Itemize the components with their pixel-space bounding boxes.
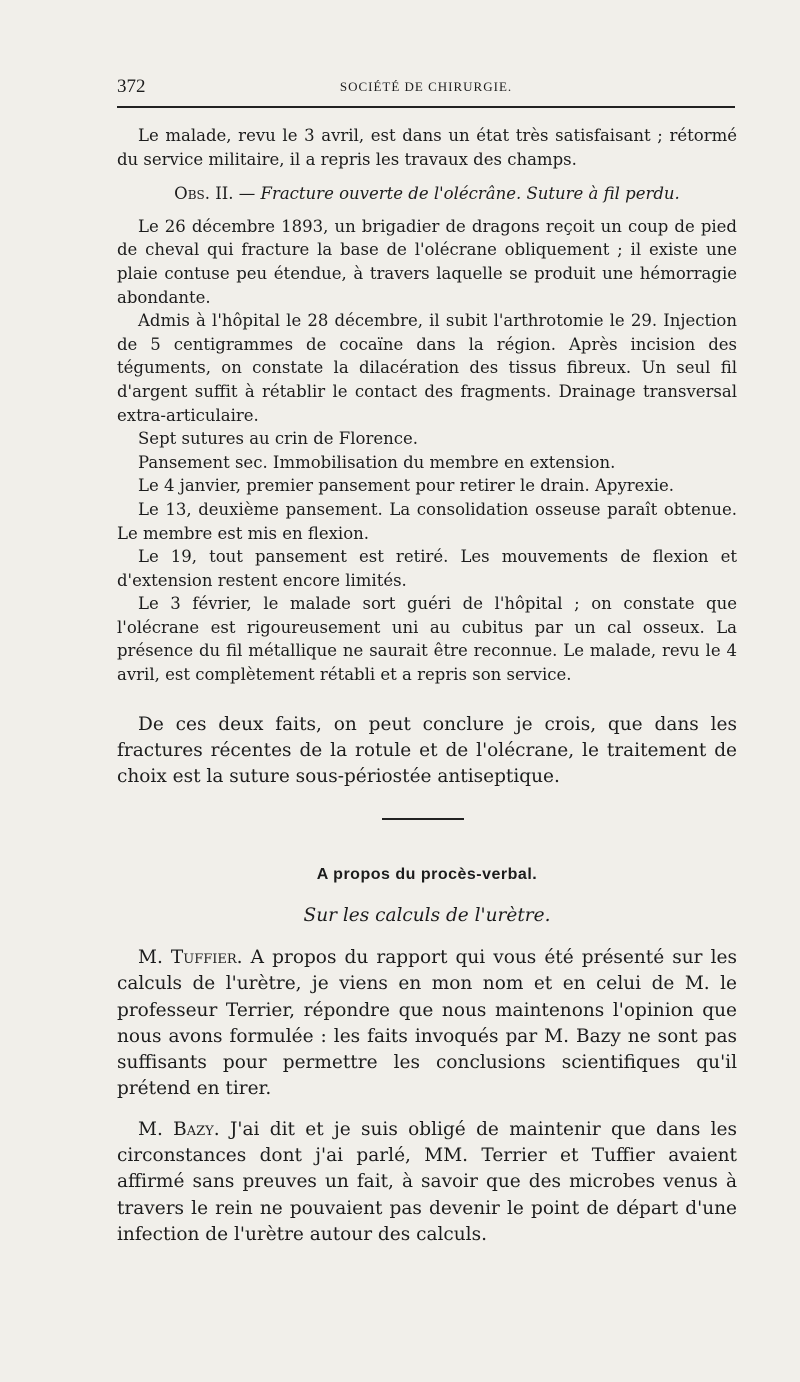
speaker-remark: A propos du rapport qui vous été présenté sur les calculs de l'urètre, je viens en mon nom et en celui de M. le professeur Terrier, répondre que nous maintenons l'opinion que nous avons formulée : les faits invoqués par M. Bazy ne sont pas suffisants pour permettre les conclusions scientifiques qu'il prétend en tirer. — [117, 947, 737, 1100]
observation-title: — Fracture ouverte de l'olécrâne. Suture à fil perdu. — [238, 184, 680, 204]
running-title: SOCIÉTÉ DE CHIRURGIE. — [339, 79, 513, 94]
section-separator — [382, 818, 464, 820]
discussion-paragraph — [117, 945, 737, 1103]
conclusion-paragraph: De ces deux faits, on peut conclure je crois, que dans les fractures récentes de la rotule et de l'olécrane, le traitement de choix est la suture sous-périostée antiseptique. — [117, 714, 737, 787]
observation-paragraph: Pansement sec. Immobilisation du membre en extension. — [138, 452, 616, 472]
discussion-paragraph — [117, 1117, 737, 1248]
observation-label: Obs. II. — [174, 184, 234, 204]
speaker-remark: J'ai dit et je suis obligé de maintenir que dans les circonstances dont j'ai parlé, MM. Terrier et Tuffier avaient affirmé sans preuves un fait, à savoir que des microbes venus à travers le rein ne pouvaient pas devenir le point de départ d'une infection de l'urètre autour des calculs. — [117, 1118, 737, 1245]
observation-paragraph: Sept sutures au crin de Florence. — [138, 429, 418, 449]
observation-paragraph: Le 19, tout pansement est retiré. Les mouvements de flexion et d'extension restent encore limités. — [117, 547, 737, 590]
header-rule — [117, 106, 735, 108]
observation-paragraph: Le 3 février, le malade sort guéri de l'hôpital ; on constate que l'olécrane est rigoureusement uni au cubitus par un cal osseux. La présence du fil métallique ne saurait être reconnue. Le malade, revu le 4 avril, est complètement rétabli et a repris son service. — [117, 594, 737, 685]
running-head — [117, 76, 735, 100]
section-title: A propos du procès-verbal. — [316, 866, 538, 883]
speaker-name: M. Bazy. — [138, 1118, 220, 1140]
observation-paragraph: Le 4 janvier, premier pansement pour retirer le drain. Apyrexie. — [138, 476, 675, 496]
observation-text — [117, 124, 737, 687]
page-number: 372 — [117, 76, 146, 97]
conclusion-block — [117, 712, 737, 790]
section-subtitle: Sur les calculs de l'urètre. — [303, 905, 551, 926]
observation-paragraph: Le 13, deuxième pansement. La consolidation osseuse paraît obtenue. Le membre est mis en flexion. — [117, 499, 737, 543]
observation-heading — [117, 182, 737, 206]
observation-paragraph: Le 26 décembre 1893, un brigadier de dragons reçoit un coup de pied de cheval qui fracture la base de l'olécrane obliquement ; il existe une plaie contuse peu étendue, à travers laquelle se produit une hémorragie abondante. — [117, 216, 737, 307]
observation-paragraph: Admis à l'hôpital le 28 décembre, il subit l'arthrotomie le 29. Injection de 5 centigrammes de cocaïne dans la région. Après incision des téguments, on constate la dilacération des tissus fibreux. Un seul fil d'argent suffit à rétablir le contact des fragments. Drainage transversal extra-articulaire. — [117, 311, 737, 425]
speaker-name: M. Tuffier. — [138, 947, 243, 968]
case1-conclusion: Le malade, revu le 3 avril, est dans un état très satisfaisant ; rétormé du service militaire, il a repris les travaux des champs. — [117, 126, 737, 169]
discussion-block — [117, 945, 737, 1262]
